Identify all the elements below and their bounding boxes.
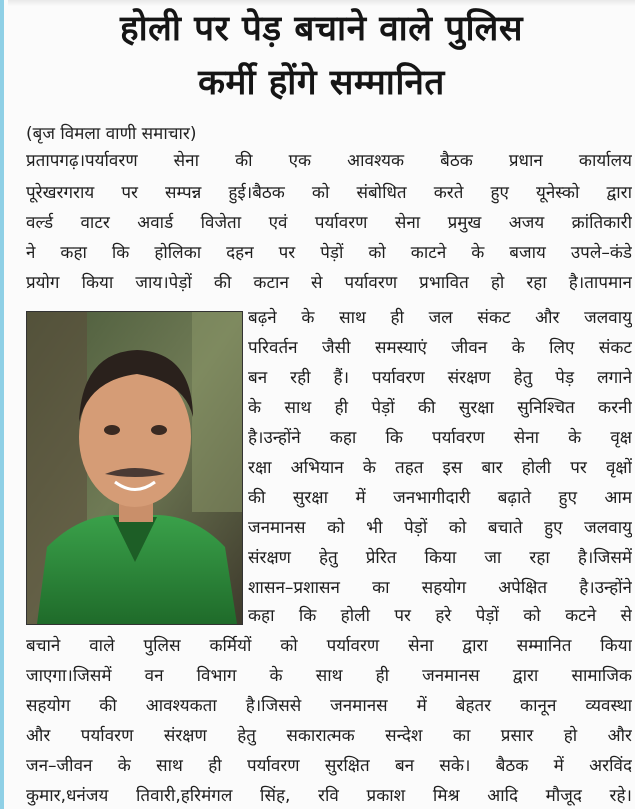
body-line: बन रही हैं। पर्यावरण संरक्षण हेतु पेड़ लगाने	[248, 368, 632, 388]
body-line: ने कहा कि होलिका दहन पर पेड़ों को काटने के बजाय उपले–कंडे	[26, 243, 632, 263]
body-line: कुमार,धनंजय तिवारी,हरिमंगल सिंह, रवि प्रकाश मिश्र आदि मौजूद रहे।	[26, 786, 632, 806]
body-line: प्रयोग किया जाय।पेड़ों की कटान से पर्यावरण प्रभावित हो रहा है।तापमान	[26, 273, 632, 293]
person-portrait-photo	[26, 311, 243, 625]
portrait-illustration	[27, 312, 242, 624]
body-line: पूरेखरगराय पर सम्पन्न हुई।बैठक को संबोधित करते हुए यूनेस्को द्वारा	[26, 183, 632, 203]
body-line: के साथ ही पेड़ों की सुरक्षा सुनिश्चित करनी	[248, 398, 632, 418]
body-line: की सुरक्षा में जनभागीदारी बढ़ाते हुए आम	[248, 488, 632, 508]
body-line: बढ़ने के साथ ही जल संकट और जलवायु	[248, 308, 632, 328]
body-line: जनमानस को भी पेड़ों को बचाते हुए जलवायु	[248, 518, 632, 538]
body-line: वर्ल्ड वाटर अवार्ड विजेता एवं पर्यावरण सेना प्रमुख अजय क्रांतिकारी	[26, 213, 632, 233]
headline-line-1: होली पर पेड़ बचाने वाले पुलिस	[120, 9, 523, 49]
body-line: शासन–प्रशासन का सहयोग अपेक्षित है।उन्होंने	[248, 578, 632, 598]
body-line: परिवर्तन जैसी समस्याएं जीवन के लिए संकट	[248, 338, 632, 358]
body-line: है।उन्होंने कहा कि पर्यावरण सेना के वृक्ष	[248, 428, 632, 448]
body-line: और पर्यावरण संरक्षण हेतु सकारात्मक सन्देश का प्रसार हो और	[26, 726, 632, 746]
body-line: कहा कि होली पर हरे पेड़ों को कटने से	[248, 606, 632, 626]
body-line: जन–जीवन के साथ ही पर्यावरण सुरक्षित बन सके। बैठक में अरविंद	[26, 756, 632, 776]
body-line: जाएगा।जिसमें वन विभाग के साथ ही जनमानस द्वारा सामाजिक	[26, 666, 632, 686]
body-line: सहयोग की आवश्यकता है।जिससे जनमानस में बेहतर कानून व्यवस्था	[26, 696, 632, 716]
headline	[8, 2, 635, 110]
news-source: (बृज विमला वाणी समाचार)	[26, 124, 197, 144]
body-line: रक्षा अभियान के तहत इस बार होली पर वृक्षों	[248, 458, 632, 478]
body-line: प्रतापगढ़।पर्यावरण सेना की एक आवश्यक बैठक प्रधान कार्यालय	[26, 151, 632, 171]
headline-line-2: कर्मी होंगे सम्मानित	[198, 63, 445, 103]
body-line: संरक्षण हेतु प्रेरित किया जा रहा है।जिसमें	[248, 548, 632, 568]
body-line: बचाने वाले पुलिस कर्मियों को पर्यावरण सेना द्वारा सम्मानित किया	[26, 636, 632, 656]
